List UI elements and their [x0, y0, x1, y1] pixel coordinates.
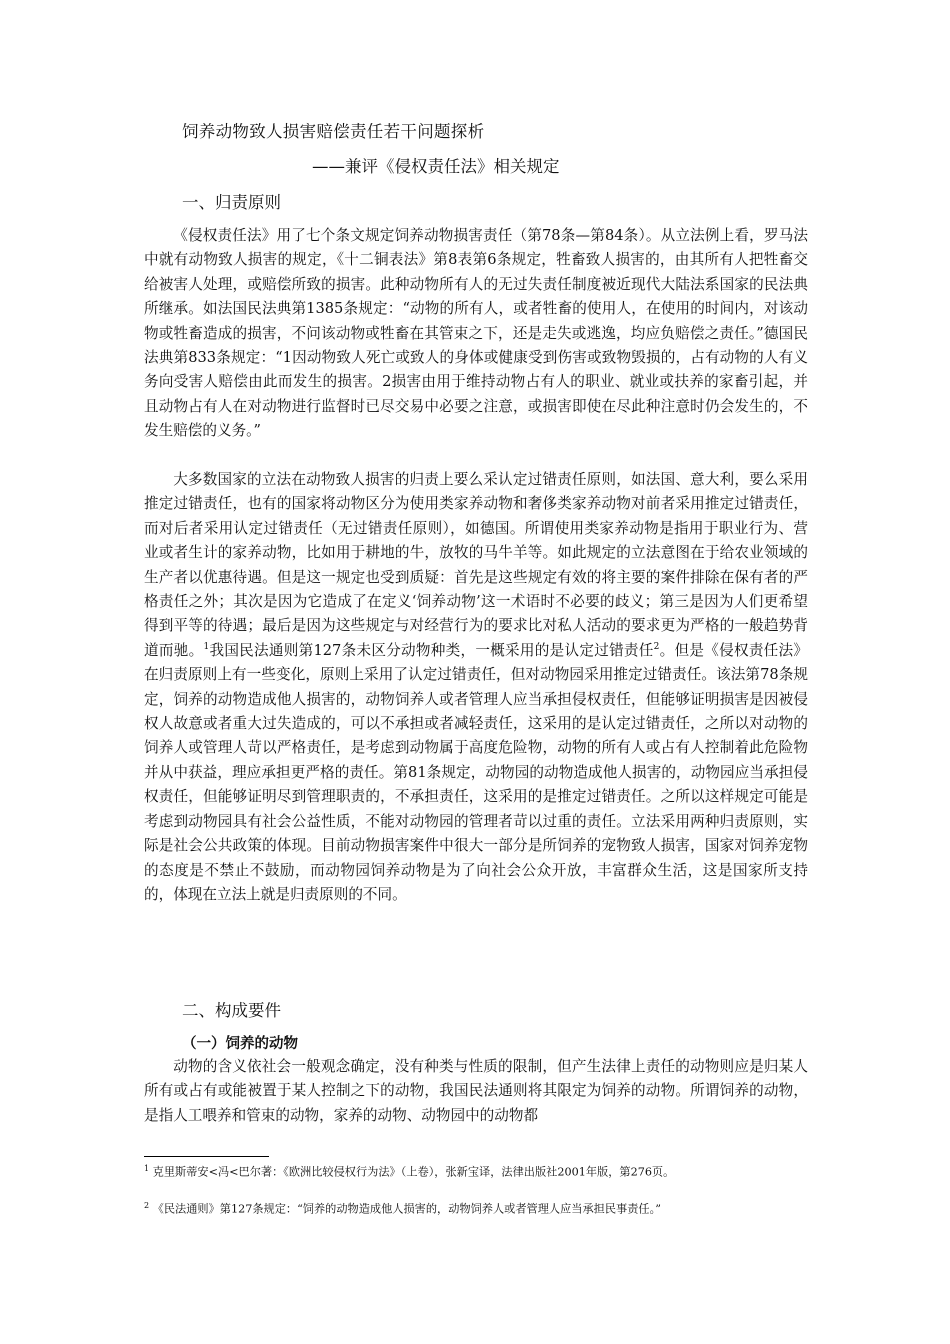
footnote-2 — [144, 1197, 794, 1219]
paragraph-2 — [144, 468, 808, 907]
document-title: 饲养动物致人损害赔偿责任若干问题探析 — [182, 122, 485, 141]
section-heading-2: 二、构成要件 — [182, 1001, 281, 1020]
document-subtitle: ——兼评《侵权责任法》相关规定 — [312, 157, 560, 176]
footnote-ref-2[interactable]: 2 — [653, 641, 660, 652]
paragraph-2-part-b: 我国民法通则第127条未区分动物种类，一概采用的是认定过错责任 — [209, 641, 654, 659]
paragraph-3: 动物的含义依社会一般观念确定，没有种类与性质的限制，但产生法律上责任的动物则应是归某人所有或占有或能被置于某人控制之下的动物，我国民法通则将其限定为饲养的动物。所谓饲养的动物，是指人工喂养和管束的动物，家养的动物、动物园中的动物都 — [144, 1058, 808, 1124]
footnote-divider — [144, 1156, 269, 1157]
paragraph-2-part-c: 。但是《侵权责任法》在归责原则上有一些变化，原则上采用了认定过错责任，但对动物园采用推定过错责任。该法第78条规定，饲养的动物造成他人损害的，动物饲养人或者管理人应当承担侵权责任，但能够证明损害是因被侵权人故意或者重大过失造成的，可以不承担或者减轻责任，这采用的是认定过错责任，之所以对动物的饲养人或管理人苛以严格责任，是考虑到动物属于高度危险物，动物的所有人或占有人控制着此危险物并从中获益，理应承担更严格的责任。第81条规定，动物园的动物造成他人损害的，动物园应当承担侵权责任，但能够证明尽到管理职责的，不承担责任，这采用的是推定过错责任。之所以这样规定可能是考虑到动物园具有社会公益性质，不能对动物园的管理者苛以过重的责任。立法采用两种归责原则，实际是社会公共政策的体现。目前动物损害案件中很大一部分是所饲养的宠物致人损害，国家对饲养宠物的态度是不禁止不鼓励，而动物园饲养动物是为了向社会公众开放，丰富群众生活，这是国家所支持的，体现在立法上就是归责原则的不同。 — [144, 641, 808, 903]
subsection-heading: （一）饲养的动物 — [182, 1036, 298, 1052]
section-heading-1: 一、归责原则 — [182, 193, 281, 212]
footnote-text-2: 《民法通则》第127条规定：“饲养的动物造成他人损害的，动物饲养人或者管理人应当承担民事责任。” — [152, 1202, 661, 1216]
footnote-mark-2: 2 — [144, 1201, 150, 1210]
footnote-1 — [144, 1160, 794, 1182]
paragraph-1: 《侵权责任法》用了七个条文规定饲养动物损害责任（第78条—第84条）。从立法例上看，罗马法中就有动物致人损害的规定，《十二铜表法》第8表第6条规定，牲畜致人损害的，由其所有人把牲畜交给被害人处理，或赔偿所致的损害。此种动物所有人的无过失责任制度被近现代大陆法系国家的民法典所继承。如法国民法典第1385条规定：“动物的所有人，或者牲畜的使用人，在使用的时间内，对该动物或牲畜造成的损害，不问该动物或牲畜在其管束之下，还是走失或逃逸，均应负赔偿之责任。”德国民法典第833条规定：“1因动物致人死亡或致人的身体或健康受到伤害或致物毁损的，占有动物的人有义务向受害人赔偿由此而发生的损害。2损害由用于维持动物占有人的职业、就业或扶养的家畜引起，并且动物占有人在对动物进行监督时已尽交易中必要之注意，或损害即使在尽此种注意时仍会发生的，不发生赔偿的义务。” — [144, 227, 808, 440]
paragraph-2-part-a: 大多数国家的立法在动物致人损害的归责上要么采认定过错责任原则，如法国、意大利，要么采用推定过错责任，也有的国家将动物区分为使用类家养动物和奢侈类家养动物对前者采用推定过错责任，而对后者采用认定过错责任（无过错责任原则），如德国。所谓使用类家养动物是指用于职业行为、营业或者生计的家养动物，比如用于耕地的牛，放牧的马牛羊等。如此规定的立法意图在于给农业领域的生产者以优惠待遇。但是这一规定也受到质疑：首先是这些规定有效的将主要的案件排除在保有者的严格责任之外；其次是因为它造成了在定义‘饲养动物’这一术语时不必要的歧义；第三是因为人们更希望得到平等的待遇；最后是因为这些规定与对经营行为的要求比对私人活动的要求更为严格的一般趋势背道而驰。 — [144, 471, 808, 659]
footnote-mark-1: 1 — [144, 1164, 150, 1173]
footnote-ref-1[interactable]: 1 — [203, 641, 210, 652]
footnote-text-1: 克里斯蒂安<冯<巴尔著：《欧洲比较侵权行为法》（上卷），张新宝译，法律出版社2001年版，第276页。 — [152, 1165, 675, 1179]
